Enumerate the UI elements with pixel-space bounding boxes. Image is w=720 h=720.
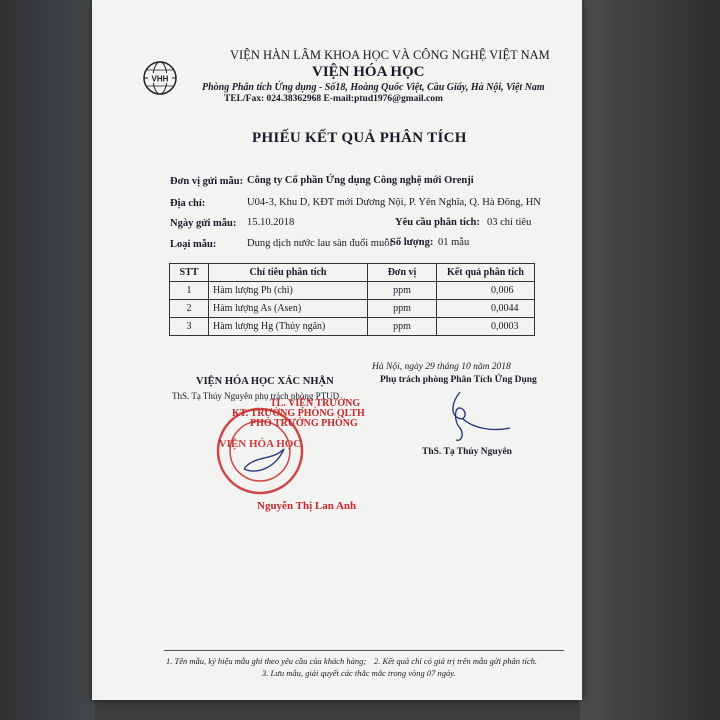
stamp-center-text: VIỆN HÓA HỌC	[218, 438, 302, 450]
address-value: U04-3, Khu D, KĐT mới Dương Nội, P. Yên Nghĩa, Q. Hà Đông, HN	[247, 197, 541, 208]
address-label: Địa chỉ:	[170, 198, 206, 209]
logo-text: VHH	[151, 74, 169, 84]
red-seal-stamp	[214, 405, 306, 497]
header-unit: Đơn vị	[368, 264, 437, 282]
table-header-row	[170, 264, 535, 282]
stamp-line-1: TL. VIỆN TRƯỞNG	[270, 398, 361, 409]
header-contact: TEL/Fax: 024.38362968 E-mail:ptud1976@gmail.com	[224, 94, 443, 104]
header-academy: VIỆN HÀN LÂM KHOA HỌC VÀ CÔNG NGHỆ VIỆT NAM	[230, 48, 550, 62]
background-left	[0, 0, 95, 720]
table-row	[170, 300, 535, 318]
cell-parameter: Hàm lượng As (Asen)	[209, 300, 368, 318]
document-title: PHIẾU KẾT QUẢ PHÂN TÍCH	[252, 130, 467, 146]
header-parameter: Chỉ tiêu phân tích	[209, 264, 368, 282]
footer-note-3: 3. Lưu mẫu, giải quyết các thắc mắc trong vòng 07 ngày.	[262, 668, 456, 678]
footer-note-2: 2. Kết quả chỉ có giá trị trên mẫu gửi phân tích.	[374, 656, 538, 666]
cell-parameter: Hàm lượng Pb (chì)	[209, 282, 368, 300]
quantity-value: 01 mẫu	[438, 237, 470, 248]
cell-result: 0,0003	[437, 318, 535, 336]
cell-stt: 3	[170, 318, 209, 336]
header-institute: VIỆN HÓA HỌC	[312, 64, 425, 80]
date-place-line: Hà Nội, ngày 29 tháng 10 năm 2018	[372, 362, 511, 372]
background-right	[580, 0, 720, 720]
table-row	[170, 318, 535, 336]
cell-result: 0,006	[437, 282, 535, 300]
sample-type-label: Loại mẫu:	[170, 239, 217, 250]
cell-unit: ppm	[368, 300, 437, 318]
cell-parameter: Hàm lượng Hg (Thủy ngân)	[209, 318, 368, 336]
sample-type-value: Dung dịch nước lau sàn đuổi muỗi	[247, 238, 393, 249]
cell-result: 0,0044	[437, 300, 535, 318]
date-sent-value: 15.10.2018	[247, 217, 295, 228]
confirmation-subline: ThS. Tạ Thúy Nguyên phụ trách phòng PTUD	[172, 391, 340, 401]
header-result: Kết quả phân tích	[437, 264, 535, 282]
header-stt: STT	[170, 264, 209, 282]
cell-unit: ppm	[368, 282, 437, 300]
department-head-name: ThS. Tạ Thúy Nguyên	[422, 447, 512, 457]
signer-name-left: Nguyễn Thị Lan Anh	[257, 500, 357, 512]
sender-label: Đơn vị gửi mẫu:	[170, 176, 244, 187]
request-value: 03 chỉ tiêu	[487, 217, 532, 228]
cell-stt: 1	[170, 282, 209, 300]
sender-value: Công ty Cổ phần Ứng dụng Công nghệ mới Orenji	[247, 175, 474, 186]
institute-logo	[138, 58, 182, 110]
stamp-line-3: PHÓ TRƯỞNG PHÒNG	[250, 418, 358, 429]
stamp-line-2: KT. TRƯỞNG PHÒNG QLTH	[232, 408, 365, 419]
department-head-role: Phụ trách phòng Phân Tích Ứng Dụng	[380, 375, 537, 385]
results-table	[169, 263, 535, 336]
footer-note-1: 1. Tên mẫu, ký hiệu mẫu ghi theo yêu cầu của khách hàng;	[166, 656, 367, 666]
request-label: Yêu cầu phân tích:	[395, 217, 480, 228]
date-sent-label: Ngày gửi mẫu:	[170, 218, 237, 229]
institute-confirmation: VIỆN HÓA HỌC XÁC NHẬN	[196, 376, 334, 387]
signature-right	[432, 388, 512, 448]
cell-stt: 2	[170, 300, 209, 318]
table-row	[170, 282, 535, 300]
quantity-label: Số lượng:	[390, 237, 434, 248]
header-department: Phòng Phân tích Ứng dụng - Số18, Hoàng Quốc Việt, Cầu Giấy, Hà Nội, Việt Nam	[202, 82, 545, 93]
footer-divider	[164, 650, 564, 651]
cell-unit: ppm	[368, 318, 437, 336]
document-page	[92, 0, 582, 700]
